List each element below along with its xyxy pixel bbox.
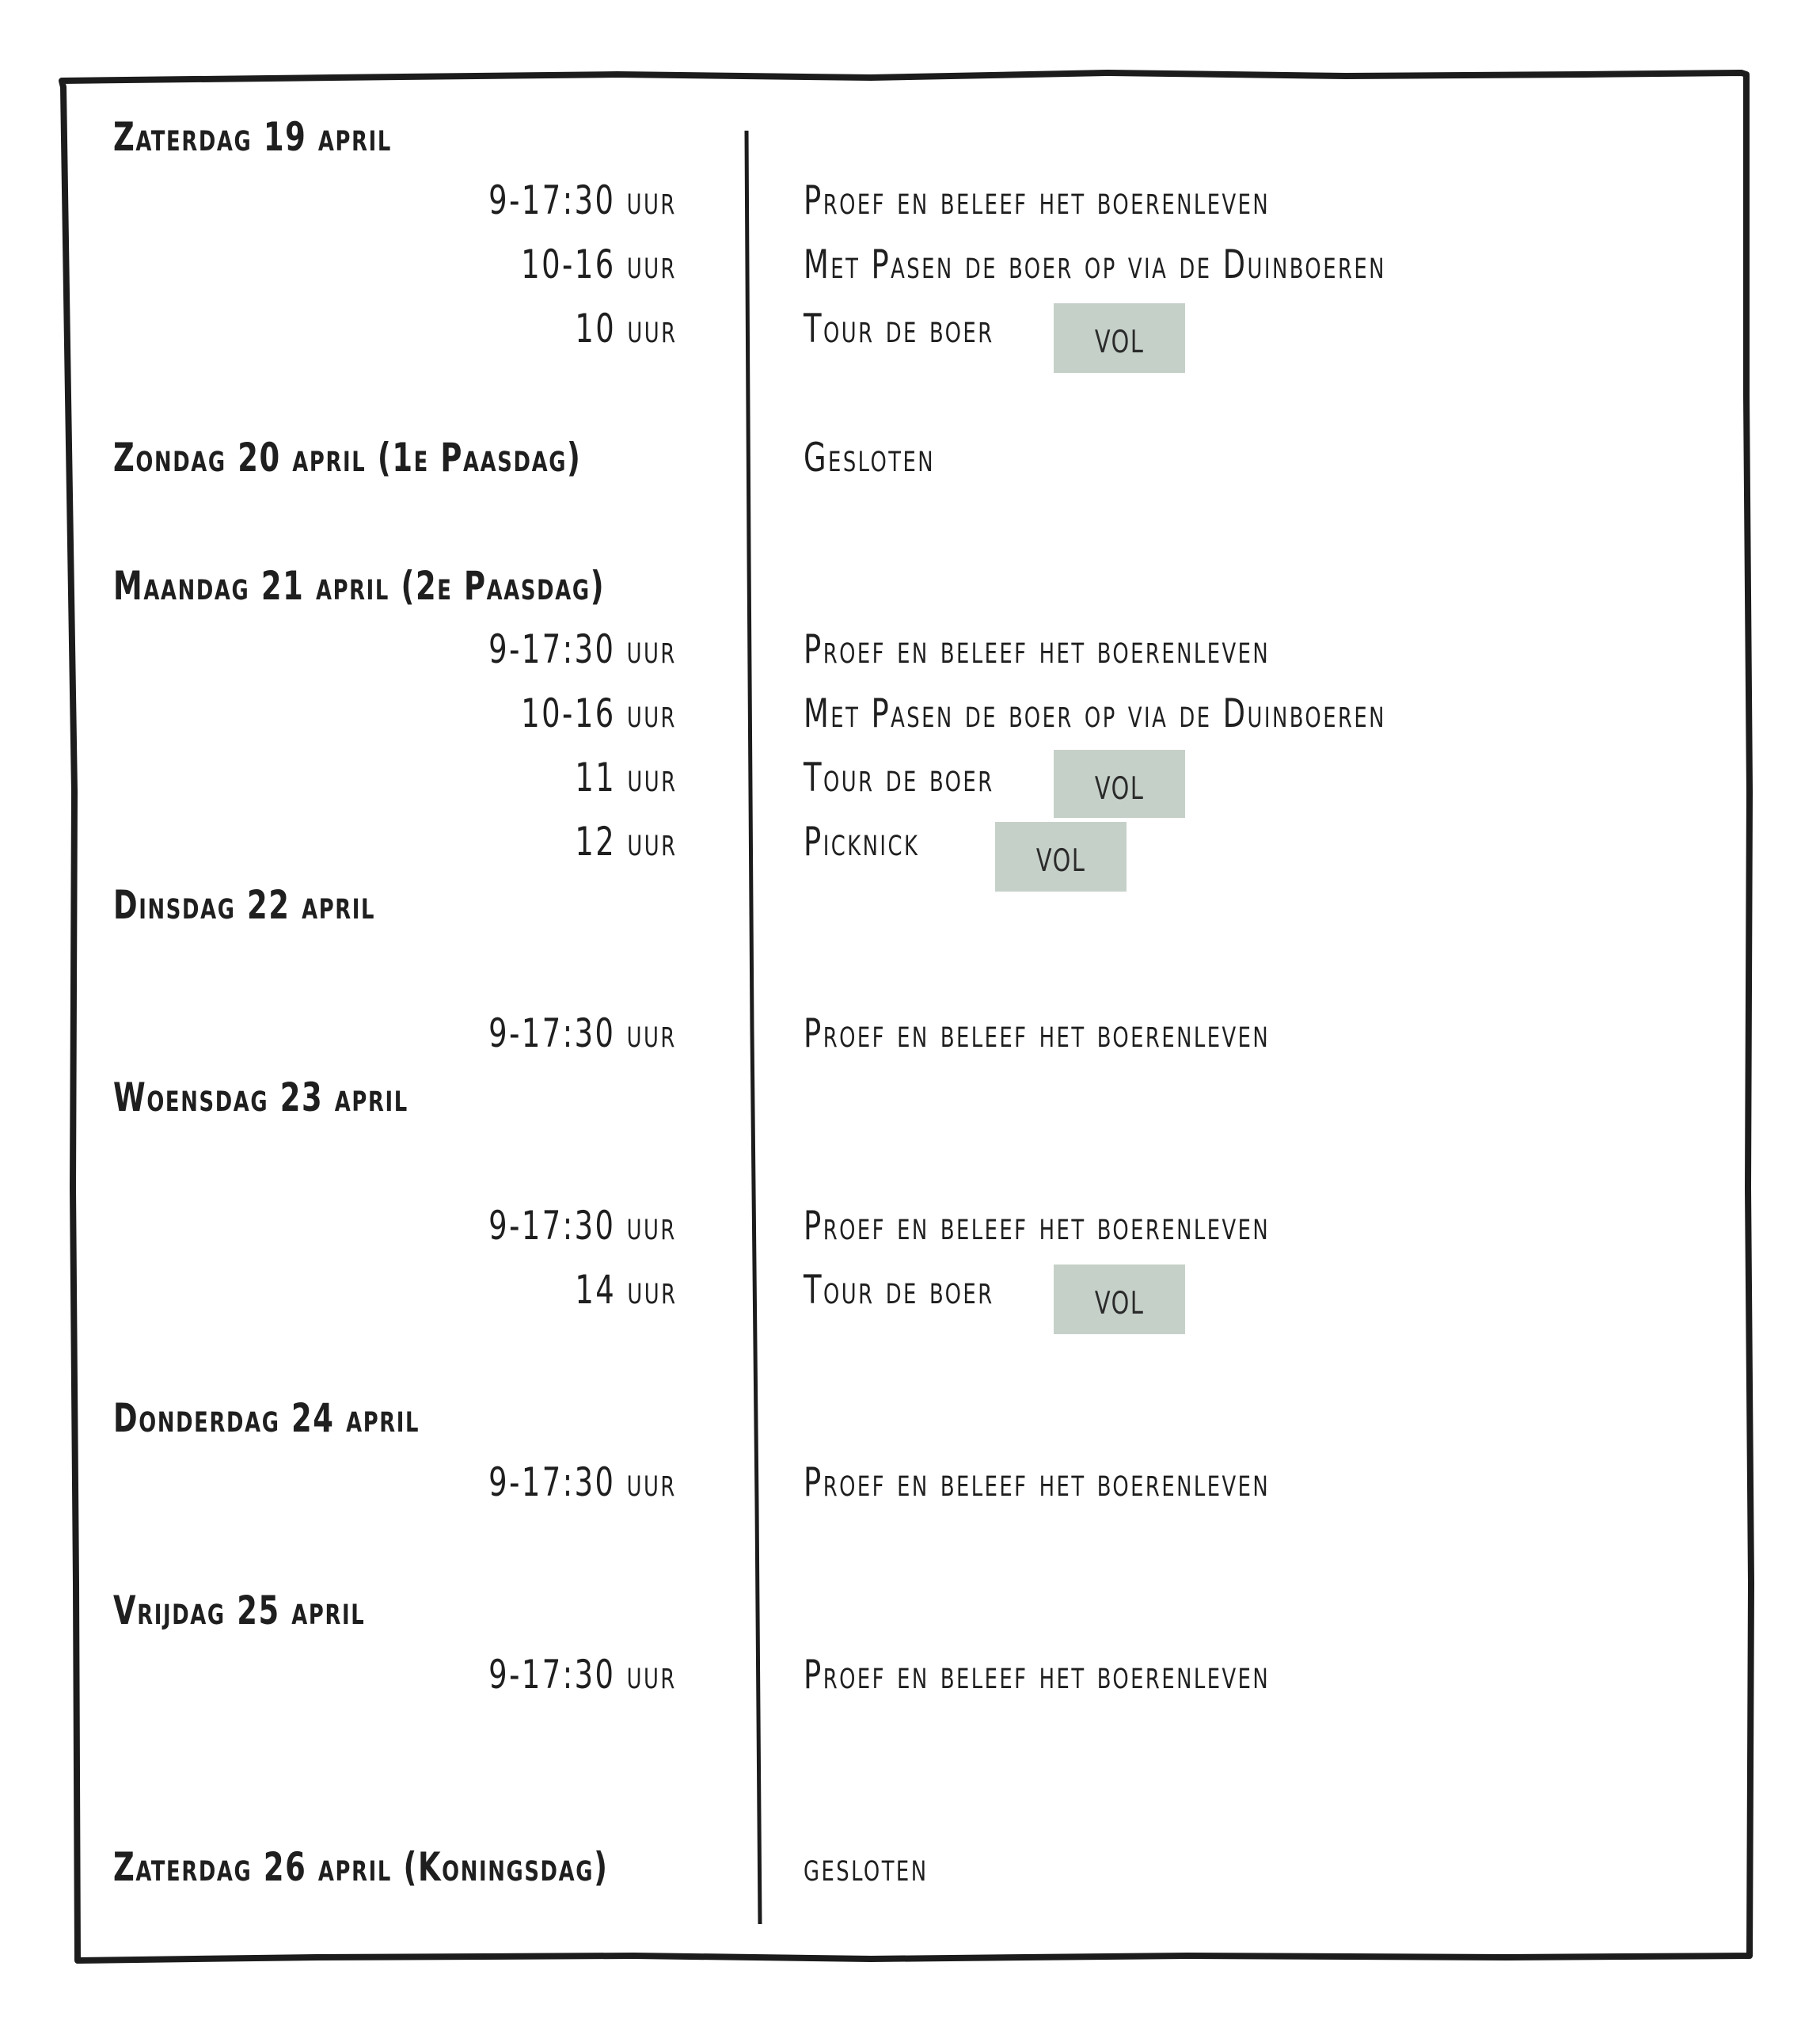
day-label: Dinsdag 22 april [113, 882, 376, 928]
day-label: Vrijdag 25 april [113, 1588, 366, 1633]
slot-activity: Met Pasen de boer op via de Duinboeren [804, 690, 1386, 736]
slot-time: 9-17:30 uur [488, 1010, 677, 1056]
full-badge: vol [1054, 1264, 1185, 1334]
day-status: gesloten [804, 1844, 929, 1890]
day-status: Gesloten [804, 435, 936, 481]
day-label: Donderdag 24 april [113, 1395, 420, 1441]
slot-activity: Proef en beleef het boerenleven [804, 177, 1271, 223]
day-label: Zaterdag 26 april (Koningsdag) [113, 1844, 609, 1890]
day-label: Zondag 20 april (1e Paasdag) [113, 435, 582, 481]
slot-time: 10-16 uur [521, 690, 677, 736]
slot-time: 9-17:30 uur [488, 1203, 677, 1249]
slot-activity: Proef en beleef het boerenleven [804, 1652, 1271, 1698]
slot-time: 9-17:30 uur [488, 626, 677, 672]
slot-time: 9-17:30 uur [488, 1652, 677, 1698]
slot-time: 12 uur [574, 819, 677, 865]
full-badge: vol [1054, 750, 1185, 818]
slot-activity: Proef en beleef het boerenleven [804, 1459, 1271, 1505]
slot-time: 9-17:30 uur [488, 1459, 677, 1505]
slot-activity: Proef en beleef het boerenleven [804, 626, 1271, 672]
slot-activity: Picknick [804, 819, 920, 865]
slot-time: 10-16 uur [521, 241, 677, 287]
slot-time: 10 uur [574, 306, 677, 352]
full-badge: vol [995, 822, 1127, 892]
day-label: Maandag 21 april (2e Paasdag) [113, 563, 606, 609]
slot-activity: Met Pasen de boer op via de Duinboeren [804, 241, 1386, 287]
slot-activity: Tour de boer [804, 755, 994, 801]
slot-activity: Proef en beleef het boerenleven [804, 1010, 1271, 1056]
day-label: Woensdag 23 april [113, 1074, 408, 1120]
slot-activity: Tour de boer [804, 306, 994, 352]
slot-time: 11 uur [574, 755, 677, 801]
slot-time: 9-17:30 uur [488, 177, 677, 223]
column-divider [747, 131, 760, 1924]
day-label: Zaterdag 19 april [113, 114, 392, 160]
slot-time: 14 uur [574, 1267, 677, 1313]
slot-activity: Tour de boer [804, 1267, 994, 1313]
full-badge: vol [1054, 303, 1185, 373]
slot-activity: Proef en beleef het boerenleven [804, 1203, 1271, 1249]
